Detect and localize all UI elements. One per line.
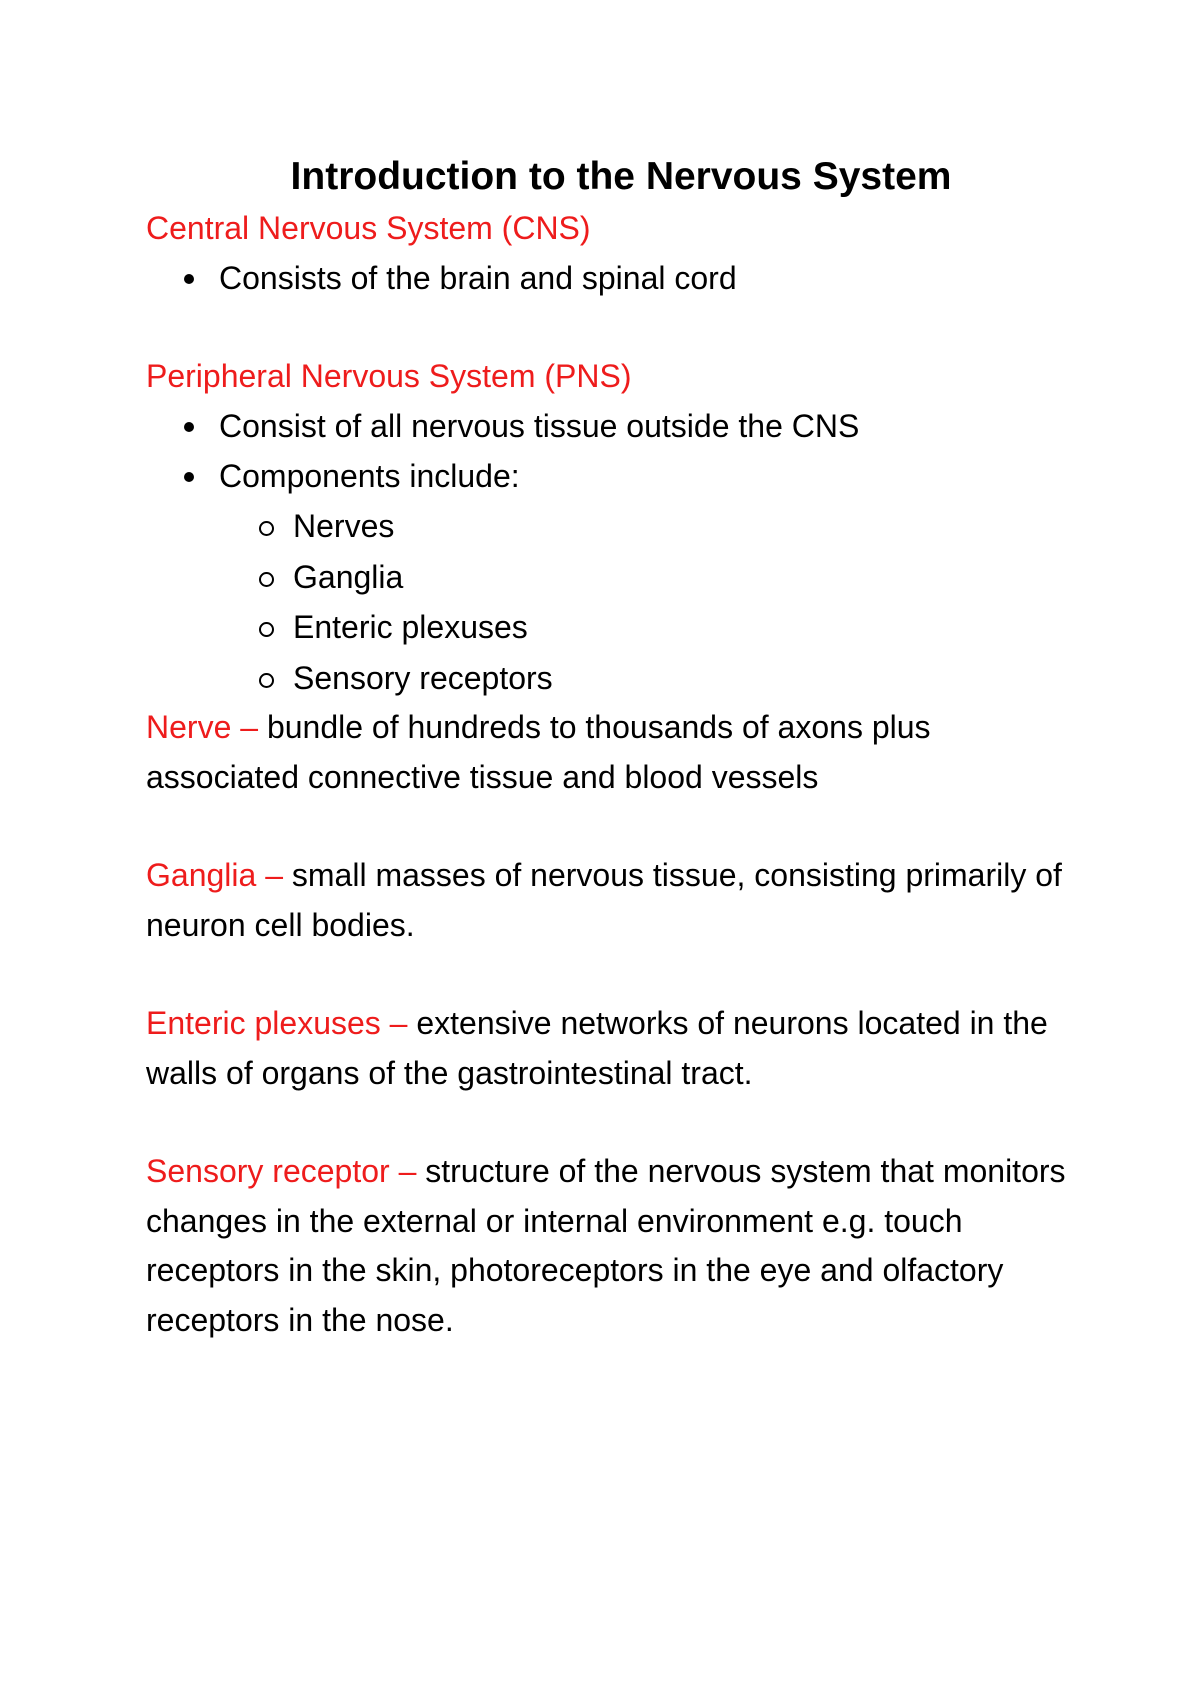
- pns-bullet-text: Components include:: [219, 458, 520, 494]
- definition-text: small masses of nervous tissue, consisting primarily of neuron cell bodies.: [146, 857, 1062, 943]
- hollow-circle-bullet-icon: [259, 572, 274, 587]
- document-title: Introduction to the Nervous System: [290, 155, 952, 198]
- pns-bullet-item: [146, 401, 1086, 451]
- component-text: Nerves: [293, 508, 395, 544]
- definition-term: Nerve –: [146, 709, 259, 745]
- definition-text: extensive networks of neurons located in the walls of organs of the gastrointestinal tract.: [146, 1005, 1048, 1091]
- component-item: [146, 653, 1086, 704]
- component-text: Ganglia: [293, 558, 404, 595]
- bullet-icon: [184, 472, 194, 482]
- component-text: Sensory receptors: [293, 659, 553, 696]
- pns-heading: Peripheral Nervous System (PNS): [146, 358, 632, 394]
- pns-bullet-list: [146, 401, 1086, 501]
- definition-term: Sensory receptor –: [146, 1153, 417, 1189]
- definition-ganglia: [146, 851, 1086, 950]
- pns-bullet-text: Consist of all nervous tissue outside the CNS: [219, 408, 860, 444]
- cns-bullet-text: Consists of the brain and spinal cord: [219, 260, 737, 296]
- component-item: [146, 501, 1086, 552]
- definition-sensory-receptor: [146, 1147, 1086, 1345]
- cns-bullet-list: [146, 253, 1086, 303]
- spacer: [146, 950, 1086, 999]
- pns-bullet-item: [146, 451, 1086, 501]
- cns-bullet-item: [146, 253, 1086, 303]
- component-item: [146, 602, 1086, 653]
- hollow-circle-bullet-icon: [259, 673, 274, 688]
- pns-components-list: [146, 501, 1086, 703]
- hollow-circle-bullet-icon: [259, 622, 274, 637]
- definition-text: structure of the nervous system that monitors changes in the external or internal environment e.g. touch receptors in the skin, photoreceptors in the eye and olfactory receptors in the nose.: [146, 1153, 1066, 1338]
- definition-term: Enteric plexuses –: [146, 1005, 408, 1041]
- definition-text: bundle of hundreds to thousands of axons plus associated connective tissue and blood vessels: [146, 709, 931, 795]
- component-item: [146, 552, 1086, 603]
- definition-term: Ganglia –: [146, 857, 283, 893]
- document-content: [146, 150, 1086, 1345]
- spacer: [146, 802, 1086, 851]
- bullet-icon: [184, 422, 194, 432]
- definition-enteric-plexuses: [146, 999, 1086, 1098]
- cns-heading: Central Nervous System (CNS): [146, 210, 591, 246]
- spacer: [146, 1098, 1086, 1147]
- spacer: [146, 303, 1086, 352]
- definition-nerve: [146, 703, 1086, 802]
- component-text: Enteric plexuses: [293, 609, 528, 645]
- hollow-circle-bullet-icon: [259, 521, 274, 536]
- bullet-icon: [184, 274, 194, 284]
